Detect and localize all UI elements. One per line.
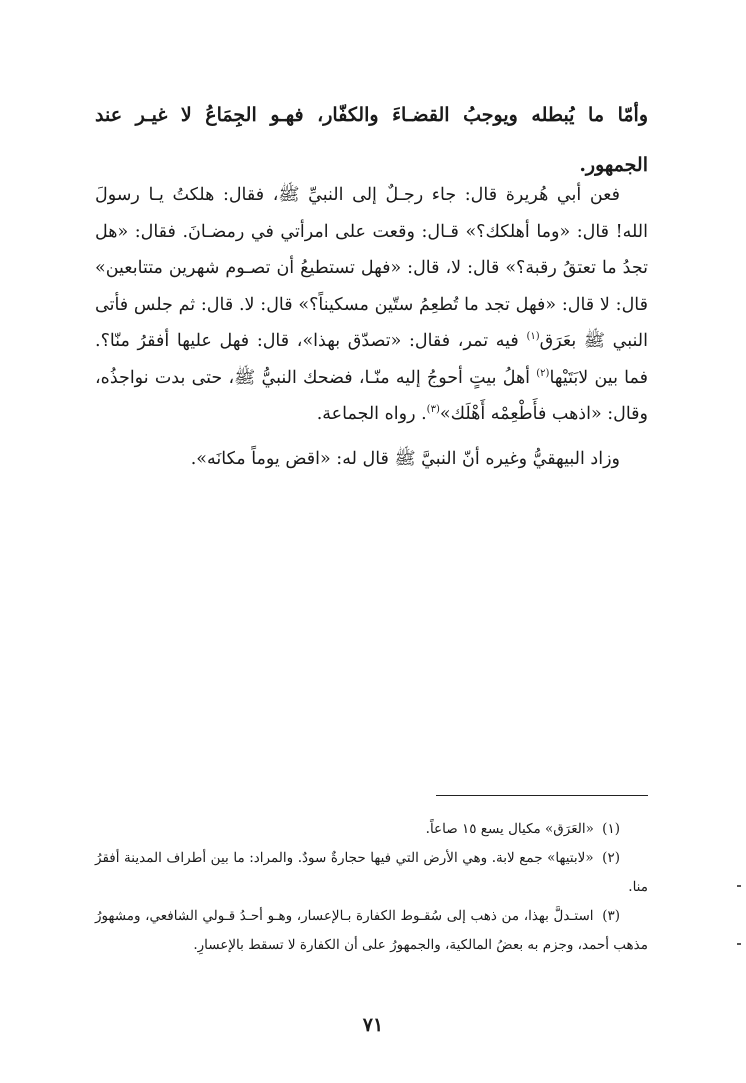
footnote-number: (٣) — [602, 908, 621, 924]
main-text — [95, 177, 648, 477]
footnote-2 — [95, 844, 648, 902]
footnote-ref-3: (٣) — [426, 404, 440, 416]
footnote-text: «لابتيها» جمع لابة. وهي الأرض التي فيها حجارةٌ سودٌ. والمراد: ما بين أطراف المدينة أفقرُ منا. — [95, 850, 648, 895]
margin-mark — [737, 943, 741, 945]
hadith-text-mid: فيه تمر، فقال: «تصدّق بهذا»، قال: فهل عليها أفقرُ منّا؟. فما بين لابَتَيْها — [95, 331, 648, 388]
hadith-text-mid2: أهلُ بيتٍ أحوجُ إليه منّـا، فضحك النبيُّ ﷺ، حتى بدت نواجذُه، وقال: «اذهب فأَطْعِمْه أَهْلَك» — [95, 367, 648, 424]
footnote-number: (٢) — [602, 850, 620, 866]
footnote-1 — [95, 815, 648, 844]
footnote-text: «العَرَق» مكيال يسع ١٥ صاعاً. — [425, 821, 594, 837]
footnotes — [95, 815, 648, 960]
footnote-ref-1: (١) — [526, 331, 540, 343]
footnote-ref-2: (٢) — [536, 367, 550, 379]
hadith-paragraph — [95, 177, 648, 433]
margin-mark — [737, 885, 741, 887]
footnote-text: استـدلَّ بهذا، من ذهب إلى سُقـوط الكفارة بـالإعسار، وهـو أحـدُ قـولي الشافعي، ومشهورُ مذهب أحمد، وجزم به بعضُ المالكية، والجمهورُ على أن الكفارة لا تسقط بالإعسارِ. — [95, 908, 648, 953]
footnote-separator — [436, 795, 648, 796]
footnote-number: (١) — [602, 821, 620, 837]
addendum-paragraph: وزاد البيهقيُّ وغيره أنّ النبيَّ ﷺ قال له: «اقض يوماً مكانَه». — [190, 448, 620, 469]
hadith-text-end: . رواه الجماعة. — [316, 404, 427, 424]
footnote-3 — [95, 902, 648, 960]
section-heading: وأمّا ما يُبطله ويوجبُ القضـاءَ والكفّار، فهـو الجِمَاعُ لا غيـر عند الجمهور. — [95, 104, 648, 176]
page-number: ٧١ — [362, 1014, 384, 1036]
hadith-text: فعن أبي هُريرة قال: جاء رجـلٌ إلى النبيِّ ﷺ، فقال: هلكتُ يـا رسولَ الله! قال: «وما أهلكك؟» قـال: وقعت على امرأتي في رمضـانَ. فقال: «هل تجدُ ما تعتقُ رقبة؟» قال: لا، قال: «فهل تستطيعُ أن تصـوم شهرين متتابعين» قال: لا قال: «فهل تجد ما تُطعِمُ ستّين مسكيناً؟» قال: لا. قال: ثم جلس فأتى النبي ﷺ بعَرَق — [95, 185, 648, 351]
